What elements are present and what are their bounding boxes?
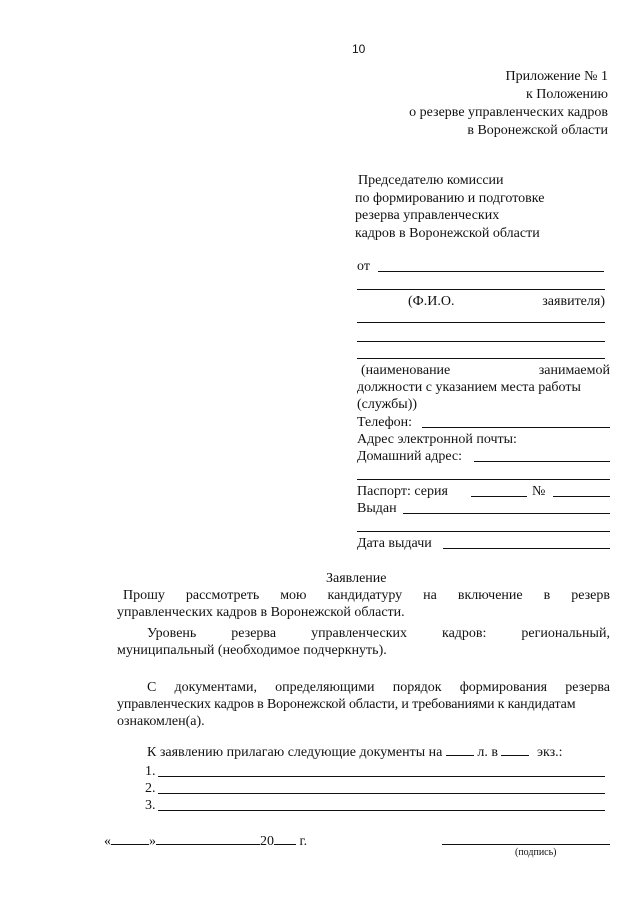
email-label: Адрес электронной почты: bbox=[357, 432, 517, 447]
paragraph-1-line-1 bbox=[123, 587, 610, 604]
sheets-label: л. в bbox=[477, 745, 498, 760]
issued-label: Выдан bbox=[357, 501, 397, 516]
from-field[interactable] bbox=[378, 271, 604, 272]
issue-date-field[interactable] bbox=[443, 548, 610, 549]
p3-word: порядок bbox=[392, 680, 442, 695]
appendix-line-1: Приложение № 1 bbox=[505, 69, 608, 84]
p1-word: включение bbox=[457, 588, 523, 603]
position-caption-a: (наименование bbox=[361, 363, 451, 378]
position-caption-line-2: должности с указанием места работы bbox=[357, 380, 581, 395]
appendix-line-3: о резерве управленческих кадров bbox=[409, 105, 608, 120]
paragraph-3-line-3: ознакомлен(а). bbox=[117, 714, 205, 729]
addressee-line-4: кадров в Воронежской области bbox=[355, 225, 540, 241]
date-line bbox=[104, 831, 307, 850]
attachment-item-2-number: 2. bbox=[145, 781, 156, 796]
year-field[interactable] bbox=[274, 831, 296, 845]
fio-caption-a: (Ф.И.О. bbox=[408, 294, 455, 309]
attachments-intro-text: К заявлению прилагаю следующие документы на bbox=[147, 745, 443, 760]
position-caption-b: занимаемой bbox=[538, 363, 610, 378]
p3-word: документами, bbox=[174, 680, 257, 695]
home-address-field-2[interactable] bbox=[357, 479, 610, 480]
year-suffix: г. bbox=[299, 834, 308, 849]
addressee-line-3: резерва управленческих bbox=[355, 208, 500, 223]
p1-word: в bbox=[543, 588, 551, 603]
p2-word: резерва bbox=[231, 626, 277, 641]
addressee-block bbox=[355, 172, 544, 242]
home-address-label: Домашний адрес: bbox=[357, 449, 463, 464]
p3-word: С bbox=[147, 680, 157, 695]
year-prefix: 20 bbox=[260, 834, 274, 849]
paragraph-3-line-2: управленческих кадров в Воронежской области, и требованиями к кандидатам bbox=[117, 697, 576, 712]
appendix-line-2: к Положению bbox=[525, 87, 608, 102]
p1-word: мою bbox=[280, 588, 307, 603]
p1-word: Прошу bbox=[123, 588, 165, 603]
page-number: 10 bbox=[352, 42, 366, 56]
issued-field[interactable] bbox=[403, 513, 610, 514]
attachments-intro bbox=[147, 742, 562, 761]
passport-number-label: № bbox=[532, 484, 546, 499]
p1-word: кандидатуру bbox=[327, 588, 403, 603]
quote-open: « bbox=[104, 834, 111, 849]
fio-field-1[interactable] bbox=[357, 322, 605, 323]
passport-series-field[interactable] bbox=[471, 496, 527, 497]
month-field[interactable] bbox=[156, 831, 260, 845]
p2-word: Уровень bbox=[147, 626, 197, 641]
quote-close: » bbox=[149, 834, 156, 849]
phone-label: Телефон: bbox=[357, 415, 413, 430]
paragraph-2-line-1 bbox=[147, 625, 610, 642]
p3-word: формирования bbox=[459, 680, 548, 695]
passport-number-field[interactable] bbox=[553, 496, 610, 497]
p2-word: управленческих bbox=[311, 626, 407, 641]
addressee-line-2: по формированию и подготовке bbox=[355, 190, 545, 206]
fio-field-2[interactable] bbox=[357, 341, 605, 342]
issued-field-2[interactable] bbox=[357, 531, 610, 532]
sheets-count-field[interactable] bbox=[446, 742, 474, 756]
phone-field[interactable] bbox=[422, 427, 610, 428]
addressee-line-1: Председателю комиссии bbox=[358, 173, 504, 188]
statement-title: Заявление bbox=[326, 571, 387, 586]
position-caption-line-3: (службы)) bbox=[357, 397, 418, 412]
appendix-line-4: в Воронежской области bbox=[467, 123, 608, 138]
fio-caption-b: заявителя) bbox=[542, 294, 605, 309]
copies-label: экз.: bbox=[536, 745, 563, 760]
home-address-field[interactable] bbox=[474, 461, 610, 462]
attachment-item-3-field[interactable] bbox=[158, 810, 605, 811]
copies-count-field[interactable] bbox=[501, 742, 529, 756]
passport-label: Паспорт: серия bbox=[357, 484, 448, 499]
attachment-item-1-field[interactable] bbox=[158, 776, 605, 777]
issue-date-label: Дата выдачи bbox=[357, 536, 432, 551]
attachment-item-3-number: 3. bbox=[145, 798, 156, 813]
attachment-item-2-field[interactable] bbox=[158, 793, 605, 794]
appendix-block bbox=[409, 68, 608, 140]
paragraph-2-line-2: муниципальный (необходимое подчеркнуть). bbox=[117, 643, 387, 658]
p1-word: резерв bbox=[571, 588, 610, 603]
signature-field[interactable] bbox=[442, 844, 610, 845]
day-field[interactable] bbox=[111, 831, 149, 845]
attachment-item-1-number: 1. bbox=[145, 764, 156, 779]
p1-word: рассмотреть bbox=[185, 588, 260, 603]
paragraph-1-line-2: управленческих кадров в Воронежской области. bbox=[117, 605, 405, 620]
signature-label: (подпись) bbox=[515, 847, 557, 858]
fio-field-3[interactable] bbox=[357, 358, 605, 359]
p3-word: резерва bbox=[565, 680, 610, 695]
from-field-2[interactable] bbox=[357, 289, 605, 290]
p2-word: кадров: bbox=[441, 626, 487, 641]
from-label: от bbox=[357, 259, 370, 274]
p1-word: на bbox=[423, 588, 437, 603]
p3-word: определяющими bbox=[275, 680, 375, 695]
paragraph-3-line-1 bbox=[147, 679, 610, 696]
p2-word: региональный, bbox=[521, 626, 610, 641]
